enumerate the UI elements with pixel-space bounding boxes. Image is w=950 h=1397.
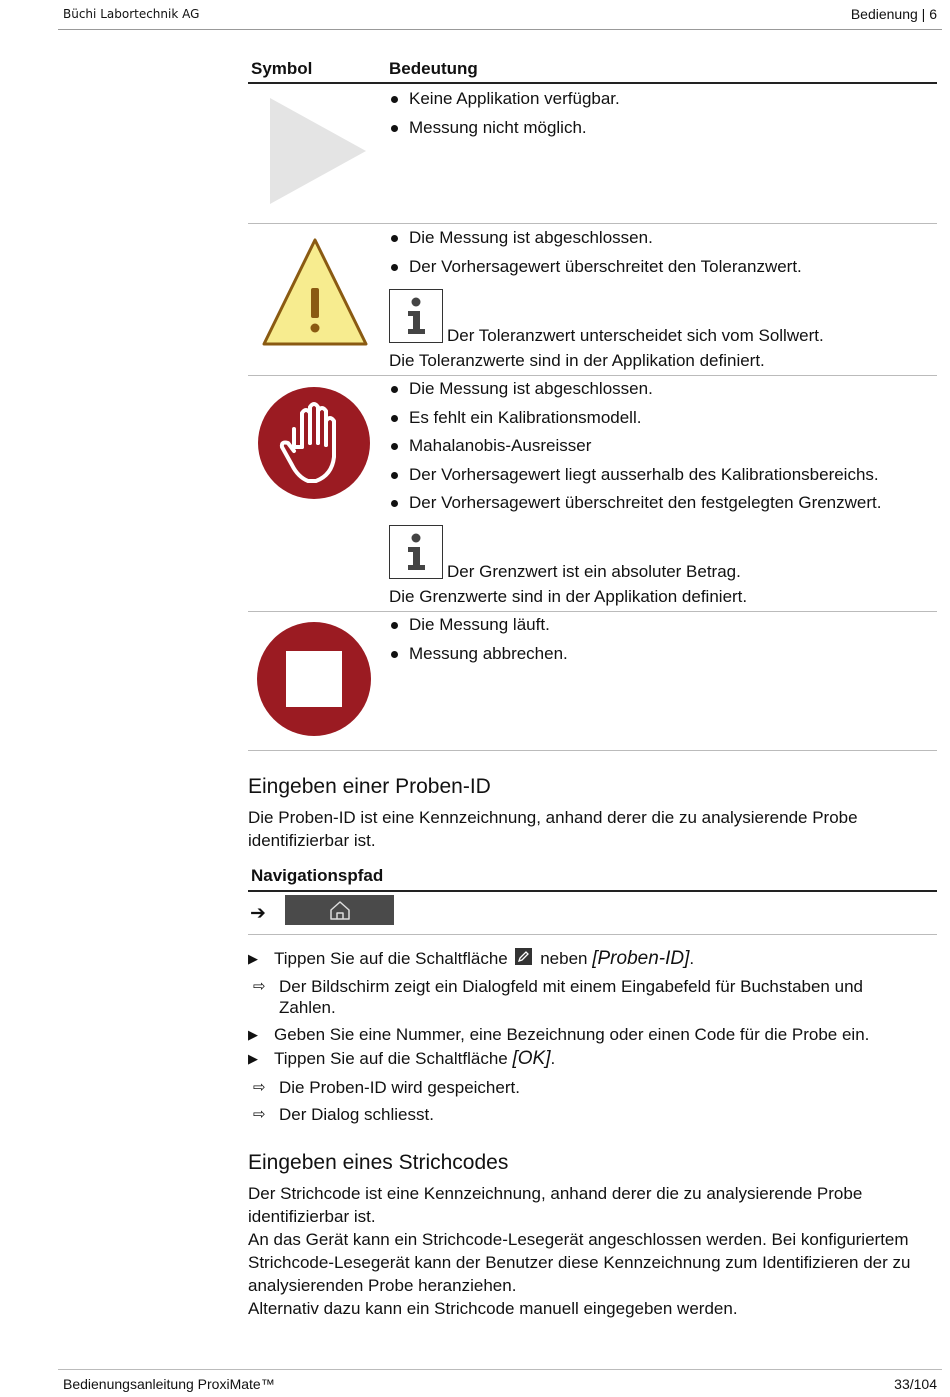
- list-item: Der Vorhersagewert überschreitet den festgelegten Grenzwert.: [389, 493, 881, 522]
- header-rule: [58, 29, 942, 30]
- row-divider: [248, 375, 937, 376]
- ui-reference: [OK]: [512, 1048, 551, 1069]
- step-end: .: [550, 1049, 556, 1068]
- step-text: Die Proben-ID wird gespeichert.: [279, 1078, 520, 1097]
- header-company: Büchi Labortechnik AG: [63, 7, 200, 21]
- section-heading-probe-id: Eingeben einer Proben-ID: [248, 775, 491, 798]
- action-marker: ▶: [248, 951, 258, 966]
- list-item: Es fehlt ein Kalibrationsmodell.: [389, 408, 881, 437]
- nav-path-label: Navigationspfad: [251, 866, 384, 885]
- action-marker: ▶: [248, 1051, 258, 1066]
- stop-hand-icon: [258, 387, 370, 504]
- table-header-rule: [248, 82, 937, 84]
- barcode-paragraph: An das Gerät kann ein Strichcode-Lesegerät angeschlossen werden. Bei konfiguriertem Strichcode-Lesegerät kann der Benutzer diese Kennzeichnung zum Identifizieren der zu analysierenden Probe heranziehen.: [248, 1230, 911, 1295]
- step-text: Tippen Sie auf die Schaltfläche: [274, 949, 508, 968]
- col-header-symbol: Symbol: [251, 59, 313, 78]
- result-marker: ⇨: [253, 1106, 266, 1123]
- list-item: Messung abbrechen.: [389, 644, 568, 673]
- info-text: Der Grenzwert ist ein absoluter Betrag.: [447, 562, 741, 581]
- result-marker: ⇨: [253, 1079, 266, 1096]
- footer-rule: [58, 1369, 942, 1370]
- edit-pencil-icon: [515, 948, 532, 965]
- arrow-right-icon: ➔: [250, 903, 266, 924]
- row2-bullets: [389, 228, 802, 285]
- step-end: .: [689, 949, 695, 968]
- col-header-meaning: Bedeutung: [389, 59, 478, 78]
- row-divider: [248, 611, 937, 612]
- header-section: Bedienung | 6: [850, 6, 937, 22]
- barcode-paragraph: Der Strichcode ist eine Kennzeichnung, anhand derer die zu analysierende Probe identifizierbar ist.: [248, 1184, 863, 1226]
- row-note: Die Toleranzwerte sind in der Applikation definiert.: [389, 351, 765, 370]
- action-marker: ▶: [248, 1027, 258, 1042]
- list-item: Keine Applikation verfügbar.: [389, 89, 620, 118]
- section-heading-barcode: Eingeben eines Strichcodes: [248, 1151, 509, 1174]
- step-text: neben: [540, 949, 588, 968]
- list-item: Mahalanobis-Ausreisser: [389, 436, 881, 465]
- list-item: Der Vorhersagewert liegt ausserhalb des Kalibrationsbereichs.: [389, 465, 881, 494]
- barcode-paragraph: Alternativ dazu kann ein Strichcode manuell eingegeben werden.: [248, 1299, 738, 1318]
- row-divider: [248, 223, 937, 224]
- step-text: Geben Sie eine Nummer, eine Bezeichnung oder einen Code für die Probe ein.: [274, 1025, 870, 1044]
- info-icon: [389, 525, 443, 579]
- list-item: Messung nicht möglich.: [389, 118, 620, 147]
- result-marker: ⇨: [253, 978, 266, 995]
- row4-bullets: [389, 615, 568, 672]
- footer-manual: Bedienungsanleitung ProxiMate™: [63, 1376, 275, 1392]
- list-item: Der Vorhersagewert überschreitet den Toleranzwert.: [389, 257, 802, 286]
- list-item: Die Messung ist abgeschlossen.: [389, 228, 802, 257]
- probe-intro: Die Proben-ID ist eine Kennzeichnung, anhand derer die zu analysierende Probe identifizierbar ist.: [248, 808, 858, 850]
- list-item: Die Messung ist abgeschlossen.: [389, 379, 881, 408]
- ui-reference: [Proben-ID]: [592, 948, 690, 969]
- home-icon: [328, 899, 352, 921]
- nav-path-rule: [248, 890, 937, 892]
- info-icon: [389, 289, 443, 343]
- row1-bullets: [389, 89, 620, 146]
- row-note: Die Grenzwerte sind in der Applikation definiert.: [389, 587, 748, 606]
- stop-square-icon: [257, 622, 371, 741]
- home-button[interactable]: [285, 895, 394, 925]
- row3-bullets: [389, 379, 881, 522]
- footer-page-number: 33/104: [894, 1376, 937, 1392]
- warning-triangle-icon: [261, 236, 369, 353]
- info-text: Der Toleranzwert unterscheidet sich vom Sollwert.: [447, 326, 824, 345]
- step-text: Der Dialog schliesst.: [279, 1105, 434, 1124]
- step-text: Tippen Sie auf die Schaltfläche: [274, 1049, 508, 1068]
- play-disabled-icon: [268, 96, 368, 211]
- step-text: Der Bildschirm zeigt ein Dialogfeld mit einem Eingabefeld für Buchstaben und Zahlen.: [279, 977, 863, 1017]
- table-bottom-rule: [248, 750, 937, 751]
- nav-path-bottom-rule: [248, 934, 937, 935]
- list-item: Die Messung läuft.: [389, 615, 568, 644]
